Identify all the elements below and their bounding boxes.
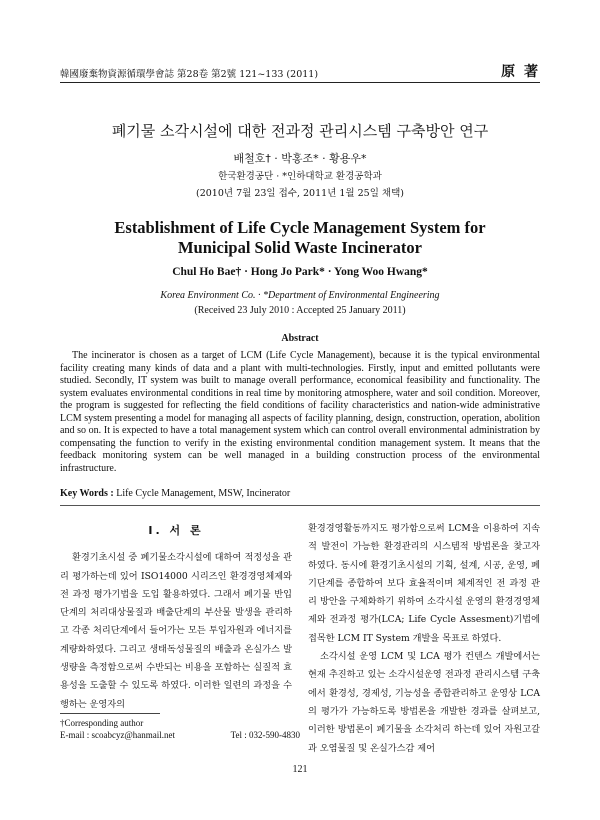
korean-dates: (2010년 7월 23일 접수, 2011년 1월 25일 채택) xyxy=(196,188,404,199)
body-paragraph: 환경기초시설 중 폐기물소각시설에 대하여 적정성을 관리 평가하는데 있어 ISO14000 시리즈인 환경경영체제와 전 과정 평가기법을 도입 활용하였다. 그래서 폐기물 반입단계의 처리대상물질과 배출단계의 부산물 발생을 관리하고 각종 처리단계에서 들어가는 모든 투입자원과 에너지를 계량화하였다. 그리고 생태독성물질의 배출과 온실가스 발생량을 측정함으로써 수반되는 비용을 포함하는 실질적 효용성을 도출할 수 있도록 하였다. 이러한 일련의 과정을 수행하는 운영자의 xyxy=(60,552,292,710)
abstract-text: The incinerator is chosen as a target of LCM (Life Cycle Management), because it is the typical environmental facility creating many kinds of data and a plant with multi-technologies. Firstly, input and emitted pollutants were studied. Secondly, IT system was built to manage overall performance, economical feasibility and functionality. The system evaluates environmental conditions in real time by monitoring atmosphere, water and soil condition. Moreover, the program is suggested for reflecting the field conditions of facility characteristics and nation-wide administrative LCM system presenting a model for managing all aspects of facility planning, design, construction, operation, abolition and so on. It is expected to have a total management system which can control overall environmental administration by compensating the function to verify in the existing environmental condition management system. It means that the feedback monitoring system can be well managed in a building construction process of the environmental infrastructure. xyxy=(60,350,540,474)
author-email: E-mail : scoabcyz@hanmail.net xyxy=(60,730,175,740)
header-rule xyxy=(60,82,540,83)
korean-authors: 배철호† · 박홍조* · 황용우* xyxy=(233,152,367,165)
body-paragraph: 환경경영활동까지도 평가함으로써 LCM을 이용하여 지속적 발전이 가능한 환경관리의 시스템적 방법론을 찾고자 하였다. 동시에 환경기초시설의 기획, 설계, 시공, 운영, 폐기단계를 종합하여 보다 효율적이며 체계적인 전 과정 관리 방안을 구체화하기 위하여 소각시설 운영의 환경경영체제와 전과정 평가(LCA; Life Cycle Assesment)기법에 접목한 LCM IT System 개발을 목표로 하였다. xyxy=(308,523,540,644)
left-column xyxy=(60,522,292,714)
english-affiliation: Korea Environment Co. · *Department of Environmental Engineering xyxy=(160,290,440,301)
keywords-text: Life Cycle Management, MSW, Incinerator xyxy=(116,488,291,499)
author-tel: Tel : 032-590-4830 xyxy=(230,730,300,740)
korean-affiliation: 한국환경공단 · *인하대학교 환경공학과 xyxy=(218,171,382,182)
article-type-tag: 原 著 xyxy=(501,64,540,80)
english-dates: (Received 23 July 2010 : Accepted 25 January 2011) xyxy=(194,305,406,316)
section-heading: I. 서 론 xyxy=(148,524,204,537)
keywords xyxy=(60,488,540,499)
keywords-rule xyxy=(60,505,540,506)
english-title xyxy=(60,218,540,258)
korean-title: 폐기물 소각시설에 대한 전과정 관리시스템 구축방안 연구 xyxy=(111,122,489,140)
english-authors: Chul Ho Bae† · Hong Jo Park* · Yong Woo Hwang* xyxy=(172,266,428,278)
keywords-label: Key Words : xyxy=(60,488,114,499)
page-number: 121 xyxy=(292,764,308,775)
footnote-rule xyxy=(60,713,160,714)
english-title-line1: Establishment of Life Cycle Management System for xyxy=(114,218,486,237)
abstract-heading: Abstract xyxy=(281,333,319,344)
journal-header xyxy=(60,64,540,82)
footnote xyxy=(60,717,300,741)
corresponding-author: †Corresponding author xyxy=(60,718,144,728)
english-title-line2: Municipal Solid Waste Incinerator xyxy=(177,238,422,257)
right-column xyxy=(308,520,540,758)
journal-citation: 韓國廢棄物資源循環學會誌 第28卷 第2號 121~133 (2011) xyxy=(60,69,319,80)
body-paragraph: 소각시설 운영 LCM 및 LCA 평가 컨텐스 개발에서는 현재 추진하고 있는 소각시설운영 전과정 관리시스템 구축에서 환경성, 경제성, 기능성을 종합관리하고 운영상 LCA의 평가가 가능하도록 방법론을 개발한 경과를 살펴보고, 이러한 방법론이 폐기물을 소각처리 하는데 있어 자원고갈과 오염물질 및 온실가스감 제어 xyxy=(308,651,540,754)
